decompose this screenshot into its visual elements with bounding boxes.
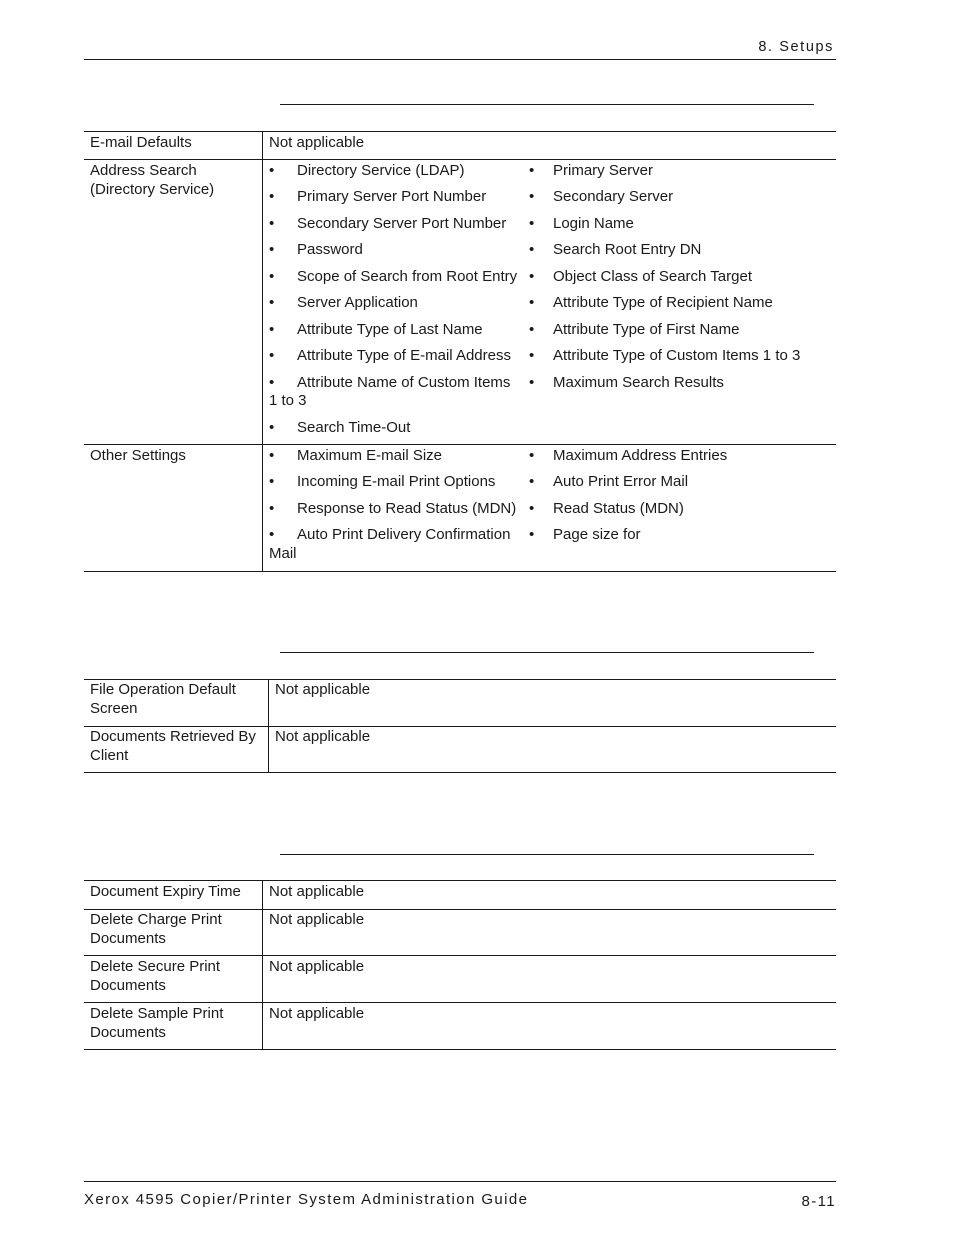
list-item: Attribute Type of First Name — [553, 321, 740, 338]
table-rule — [84, 159, 836, 160]
bullet: • — [529, 188, 535, 205]
row-value: Not applicable — [275, 728, 371, 745]
list-item: Secondary Server — [553, 188, 674, 205]
table3-caption-rule — [280, 854, 814, 855]
row-label: File Operation Default — [90, 681, 236, 698]
footer-title: Xerox 4595 Copier/Printer System Administration Guide — [84, 1191, 529, 1208]
bullet: • — [529, 500, 535, 517]
bullet: • — [269, 268, 275, 285]
row-label: E-mail Defaults — [90, 134, 192, 151]
table1-caption-rule — [280, 104, 814, 105]
column-divider — [262, 131, 263, 572]
bullet: • — [269, 241, 275, 258]
list-item: Maximum Address Entries — [553, 447, 728, 464]
row-label: Documents Retrieved By — [90, 728, 256, 745]
bullet: • — [269, 162, 275, 179]
bullet: • — [269, 374, 275, 391]
list-item: Object Class of Search Target — [553, 268, 752, 285]
list-item: Primary Server — [553, 162, 654, 179]
row-label: Address Search (Directory Service) — [90, 162, 215, 198]
row-value: Not applicable — [269, 911, 365, 928]
table-rule — [84, 1049, 836, 1050]
bullet: • — [529, 321, 535, 338]
row-label: Delete Charge Print — [90, 911, 222, 928]
list-item: Search Root Entry DN — [553, 241, 702, 258]
list-item: Auto Print Delivery Confirmation — [297, 526, 511, 543]
list-item: Read Status (MDN) — [553, 500, 684, 517]
table-rule — [84, 131, 836, 132]
list-item-continuation: Mail — [269, 545, 297, 562]
bullet: • — [529, 162, 535, 179]
table-rule — [84, 571, 836, 572]
row-value: Not applicable — [269, 958, 365, 975]
bullet: • — [269, 526, 275, 543]
bullet: • — [529, 473, 535, 490]
page-number: 8-11 — [801, 1193, 836, 1210]
list-item: Attribute Type of Recipient Name — [553, 294, 773, 311]
row-value: Not applicable — [269, 134, 365, 151]
list-item-continuation: 1 to 3 — [269, 392, 307, 409]
list-item: Incoming E-mail Print Options — [297, 473, 496, 490]
bullet: • — [529, 347, 535, 364]
column-divider — [262, 880, 263, 1050]
table-rule — [84, 444, 836, 445]
row-label: Documents — [90, 930, 166, 947]
table-rule — [84, 679, 836, 680]
table-rule — [84, 909, 836, 910]
bullet: • — [529, 268, 535, 285]
bullet: • — [269, 188, 275, 205]
row-label: Screen — [90, 700, 138, 717]
table-rule — [84, 880, 836, 881]
list-item: Maximum Search Results — [553, 374, 724, 391]
table-rule — [84, 726, 836, 727]
bullet: • — [269, 215, 275, 232]
list-item: Server Application — [297, 294, 418, 311]
bullet: • — [529, 447, 535, 464]
list-item: Page size for — [553, 526, 641, 543]
list-item: Directory Service (LDAP) — [297, 162, 465, 179]
list-item: Attribute Type of Custom Items 1 to 3 — [553, 347, 801, 364]
list-item: Primary Server Port Number — [297, 188, 487, 205]
bullet: • — [269, 321, 275, 338]
row-label: Delete Sample Print — [90, 1005, 224, 1022]
bullet: • — [529, 215, 535, 232]
list-item: Secondary Server Port Number — [297, 215, 507, 232]
bullet: • — [529, 294, 535, 311]
bullet: • — [269, 294, 275, 311]
list-item: Maximum E-mail Size — [297, 447, 443, 464]
list-item: Attribute Name of Custom Items — [297, 374, 511, 391]
list-item: Attribute Type of E-mail Address — [297, 347, 511, 364]
list-item: Password — [297, 241, 363, 258]
row-label: Client — [90, 747, 129, 764]
table2-caption-rule — [280, 652, 814, 653]
list-item: Auto Print Error Mail — [553, 473, 689, 490]
row-label: Documents — [90, 1024, 166, 1041]
column-divider — [268, 679, 269, 773]
row-value: Not applicable — [269, 883, 365, 900]
list-item: Response to Read Status (MDN) — [297, 500, 517, 517]
bullet: • — [269, 419, 275, 436]
row-label: Other Settings — [90, 447, 186, 464]
row-value: Not applicable — [269, 1005, 365, 1022]
row-label: Document Expiry Time — [90, 883, 241, 900]
bullet: • — [529, 374, 535, 391]
row-label: Documents — [90, 977, 166, 994]
list-item: Scope of Search from Root Entry — [297, 268, 518, 285]
table-rule — [84, 955, 836, 956]
page-section-header: 8. Setups — [758, 39, 834, 55]
list-item: Login Name — [553, 215, 634, 232]
footer-rule — [84, 1181, 836, 1182]
bullet: • — [529, 241, 535, 258]
bullet: • — [269, 500, 275, 517]
list-item: Attribute Type of Last Name — [297, 321, 483, 338]
bullet: • — [269, 447, 275, 464]
list-item: Search Time-Out — [297, 419, 411, 436]
table-rule — [84, 772, 836, 773]
table-rule — [84, 1002, 836, 1003]
bullet: • — [269, 473, 275, 490]
header-rule — [84, 59, 836, 60]
bullet: • — [269, 347, 275, 364]
row-label: Delete Secure Print — [90, 958, 221, 975]
row-value: Not applicable — [275, 681, 371, 698]
bullet: • — [529, 526, 535, 543]
